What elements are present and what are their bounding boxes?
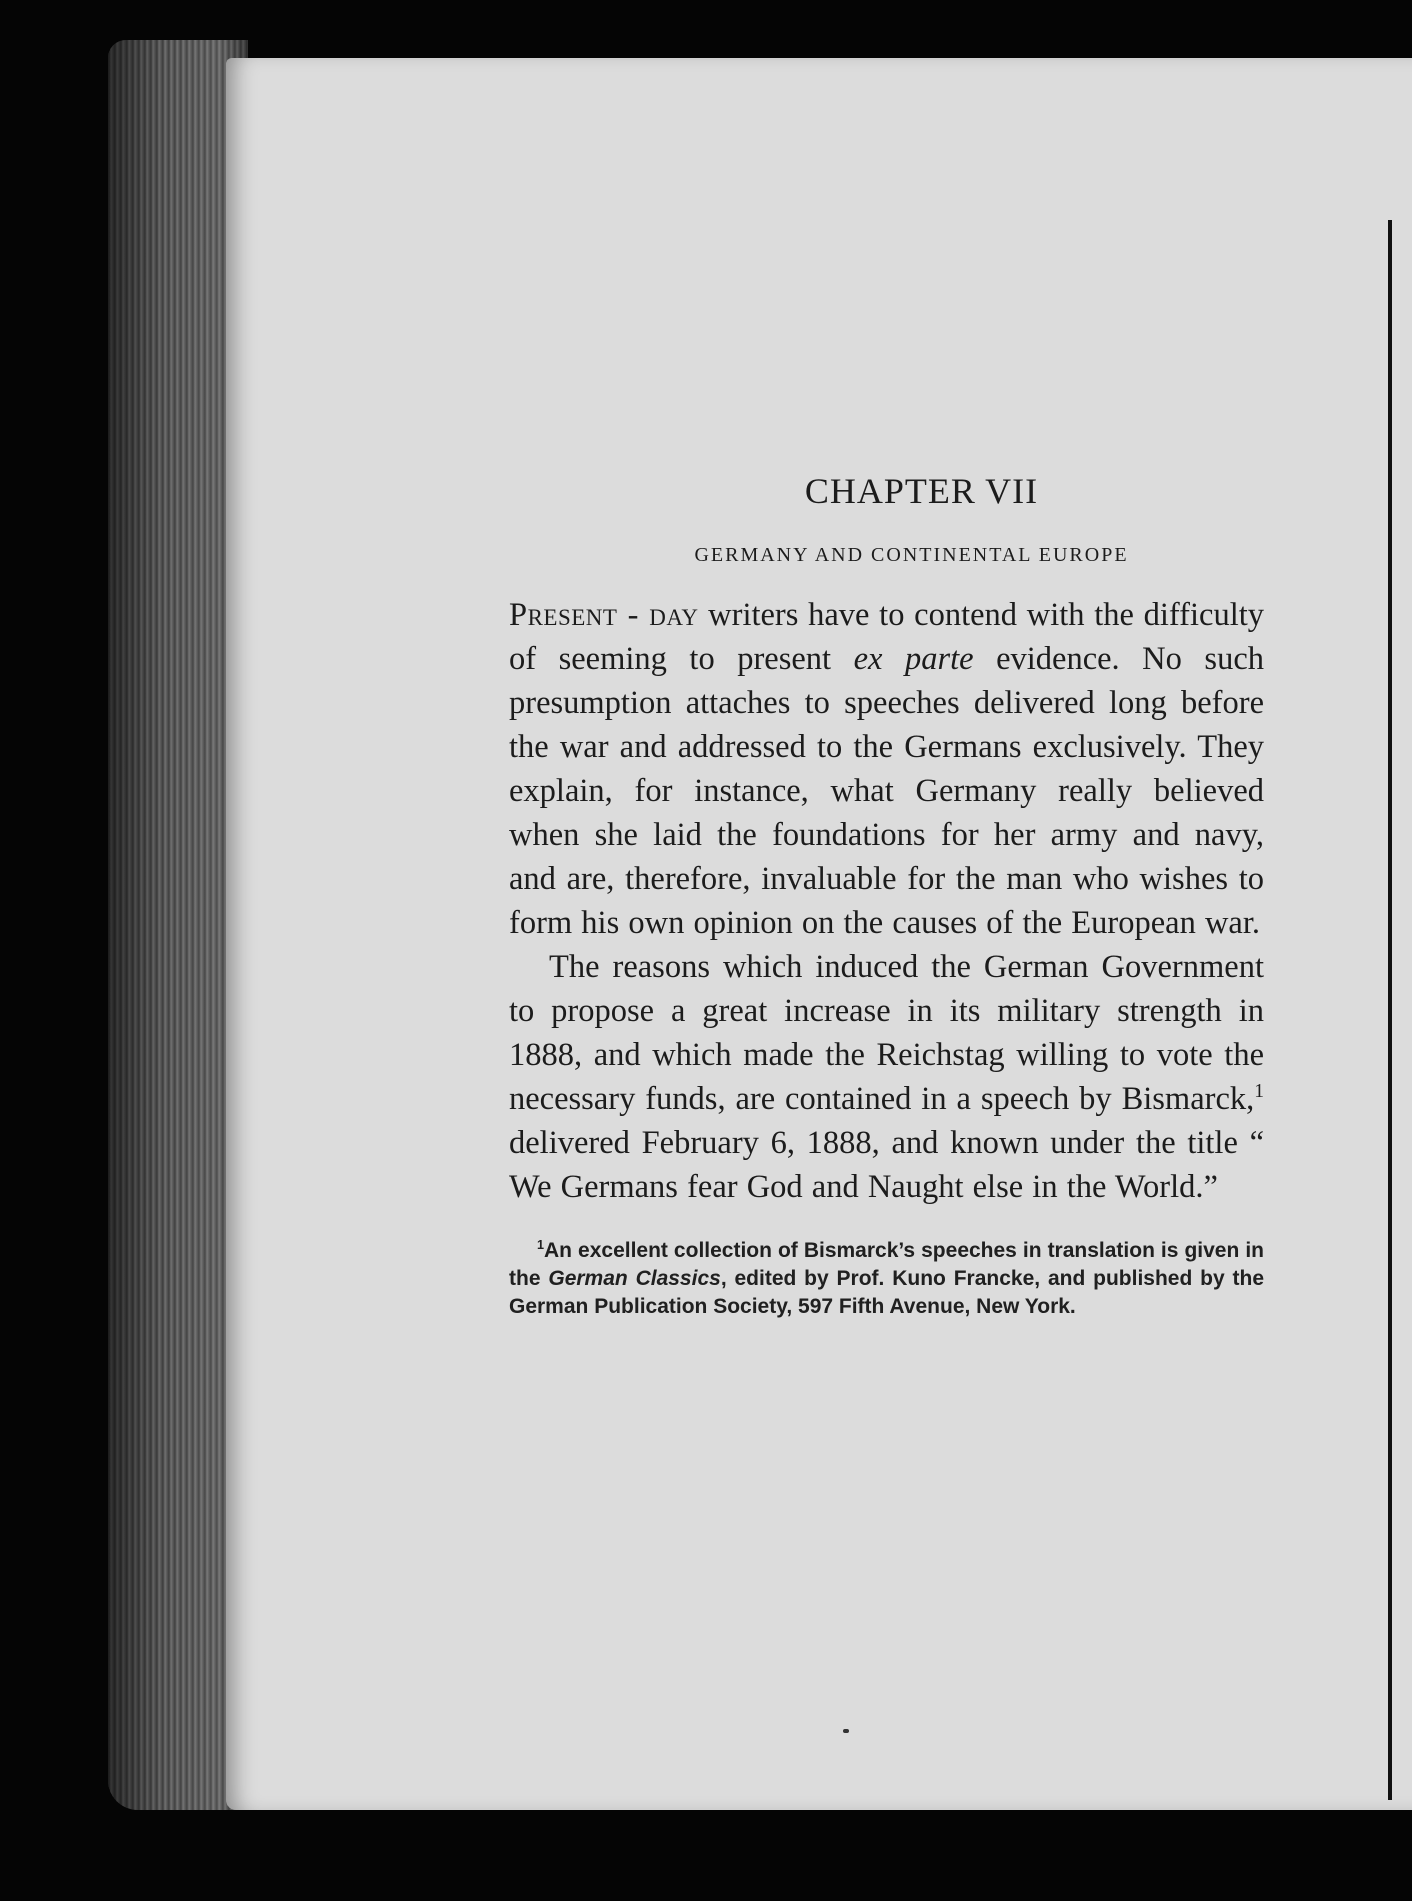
- paragraph-2: [509, 945, 1264, 1209]
- paragraph-1: [509, 593, 1264, 945]
- chapter-title: CHAPTER VII: [804, 471, 1039, 511]
- footnote: [509, 1237, 1264, 1321]
- footnote-reference: 1: [1254, 1081, 1264, 1103]
- page-speck: [843, 1729, 849, 1733]
- text-block: [509, 470, 1264, 1342]
- italic-phrase: ex parte: [853, 641, 974, 677]
- footnote-text: An excellent collection of Bismarck’s speeches in translation is given in the: [509, 1239, 1264, 1290]
- footnote-italic-title: German Classics: [548, 1267, 721, 1290]
- paragraph-text: The reasons which induced the German Government to propose a great increase in its military strength in 1888, and which made the Reichstag willing to vote the necessary funds, are contained in a speech by Bismarck,: [509, 949, 1264, 1117]
- footnote-marker: 1: [537, 1238, 545, 1252]
- paragraph-lead: Present - day: [509, 597, 699, 633]
- paragraph-text: evidence. No such presumption attaches to speeches delivered long before the war and addressed to the Germans exclusively. They explain, for instance, what Germany really believed when she laid the foundations for her army and navy, and are, therefore, invaluable for the man who wishes to form his own opinion on the causes of the European war.: [509, 641, 1264, 941]
- paragraph-text: delivered February 6, 1888, and known under the title “ We Germans fear God and Naught else in the World.”: [509, 1125, 1264, 1205]
- binding-shadow: [1388, 220, 1392, 1800]
- footnote-text: , edited by Prof. Kuno Francke, and published by the German Publication Society, 597 Fifth Avenue, New York.: [509, 1267, 1265, 1318]
- paragraph-text: writers have to contend with the difficulty of seeming to present: [509, 597, 1265, 677]
- chapter-subtitle: GERMANY AND CONTINENTAL EUROPE: [694, 544, 1129, 566]
